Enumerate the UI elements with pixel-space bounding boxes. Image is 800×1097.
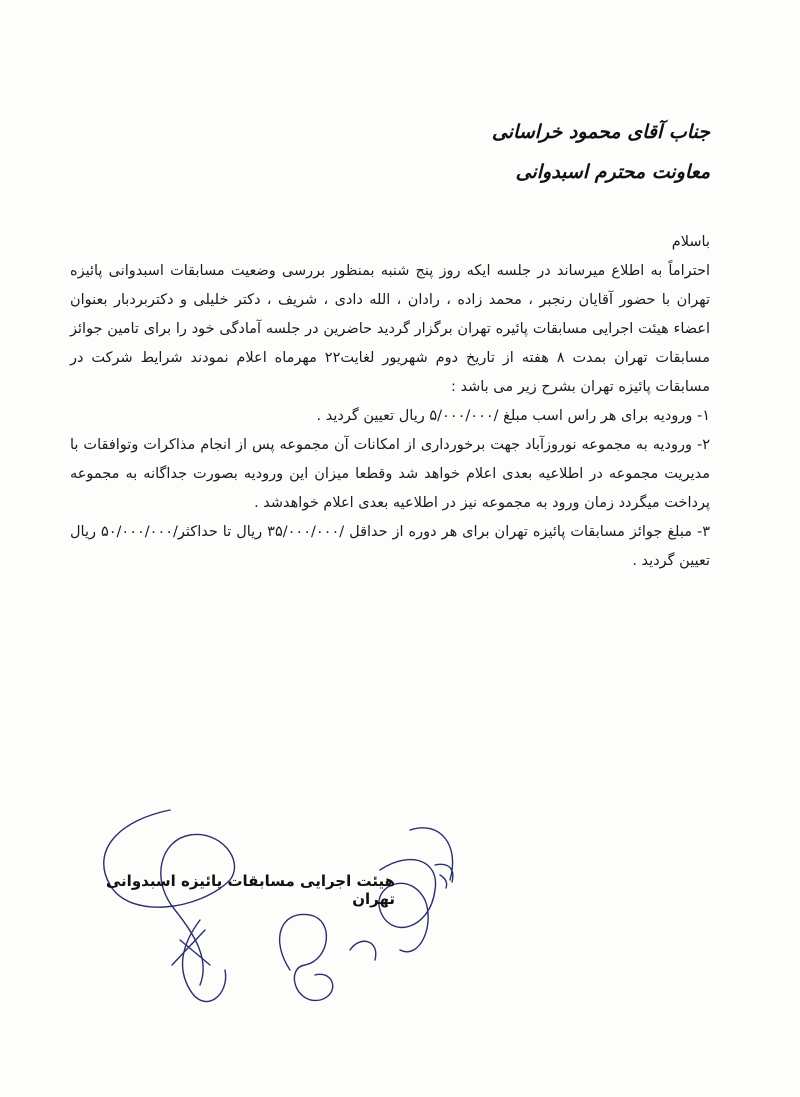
list-item-text: ورودیه برای هر راس اسب مبلغ /۵/۰۰۰/۰۰۰ ریال تعیین گردید . [316, 408, 693, 424]
signature-stroke [172, 930, 210, 965]
list-item-number: ۳- [696, 524, 711, 540]
list-item [70, 431, 710, 518]
handwritten-signature [80, 790, 500, 1040]
addressee-name: جناب آقای محمود خراسانی [491, 121, 710, 143]
list-item-text: مبلغ جوائز مسابقات پائیزه تهران برای هر دوره از حداقل /۳۵/۰۰۰/۰۰۰ ریال تا حداکثر/۵۰/۰۰۰/۰۰۰ ریال تعیین گردید . [70, 524, 710, 569]
conditions-list [70, 402, 710, 576]
signature-title: هیئت اجرایی مسابقات پائیزه اسبدوانی تهران [105, 872, 395, 908]
greeting: باسلام [671, 234, 710, 250]
signature-stroke [280, 914, 333, 1000]
intro-paragraph: احتراماً به اطلاع میرساند در جلسه ایکه روز پنج شنبه بمنظور بررسی وضعیت مسابقات اسبدوانی پائیزه تهران با حضور آقایان رنجبر ، محمد زاده ، رادان ، الله دادی ، شریف ، دکتر خلیلی و دکتربردبار بعنوان اعضاء هیئت اجرایی مسابقات پائیره تهران برگزار گردید حاضرین در جلسه آمادگی خود را برای تامین جوائز مسابقات تهران بمدت ۸ هفته از تاریخ دوم شهریور لغایت۲۲ مهرماه اعلام نمودند شرایط شرکت در مسابقات پائیزه تهران بشرح زیر می باشد : [70, 263, 710, 395]
signature-stroke [435, 864, 453, 888]
addressee-block [310, 112, 710, 192]
list-item [70, 402, 710, 431]
signature-stroke [183, 920, 226, 1001]
list-item-text: ورودیه به مجموعه نوروزآباد جهت برخورداری از امکانات آن مجموعه پس از انجام مذاکرات وتوافقات با مدیریت مجموعه در اطلاعیه بعدی اعلام خواهد شد وقطعا میزان این ورودیه بصورت جداگانه به مجموعه پرداخت میگردد زمان ورود به مجموعه نیز در اطلاعیه بعدی اعلام خواهدشد . [70, 437, 710, 511]
signature-stroke [350, 941, 376, 960]
list-item [70, 518, 710, 576]
signature-stroke [410, 828, 453, 880]
addressee-title: معاونت محترم اسبدوانی [515, 161, 710, 183]
list-item-number: ۱- [696, 408, 710, 424]
list-item-number: ۲- [696, 437, 711, 453]
letter-body [70, 228, 710, 576]
